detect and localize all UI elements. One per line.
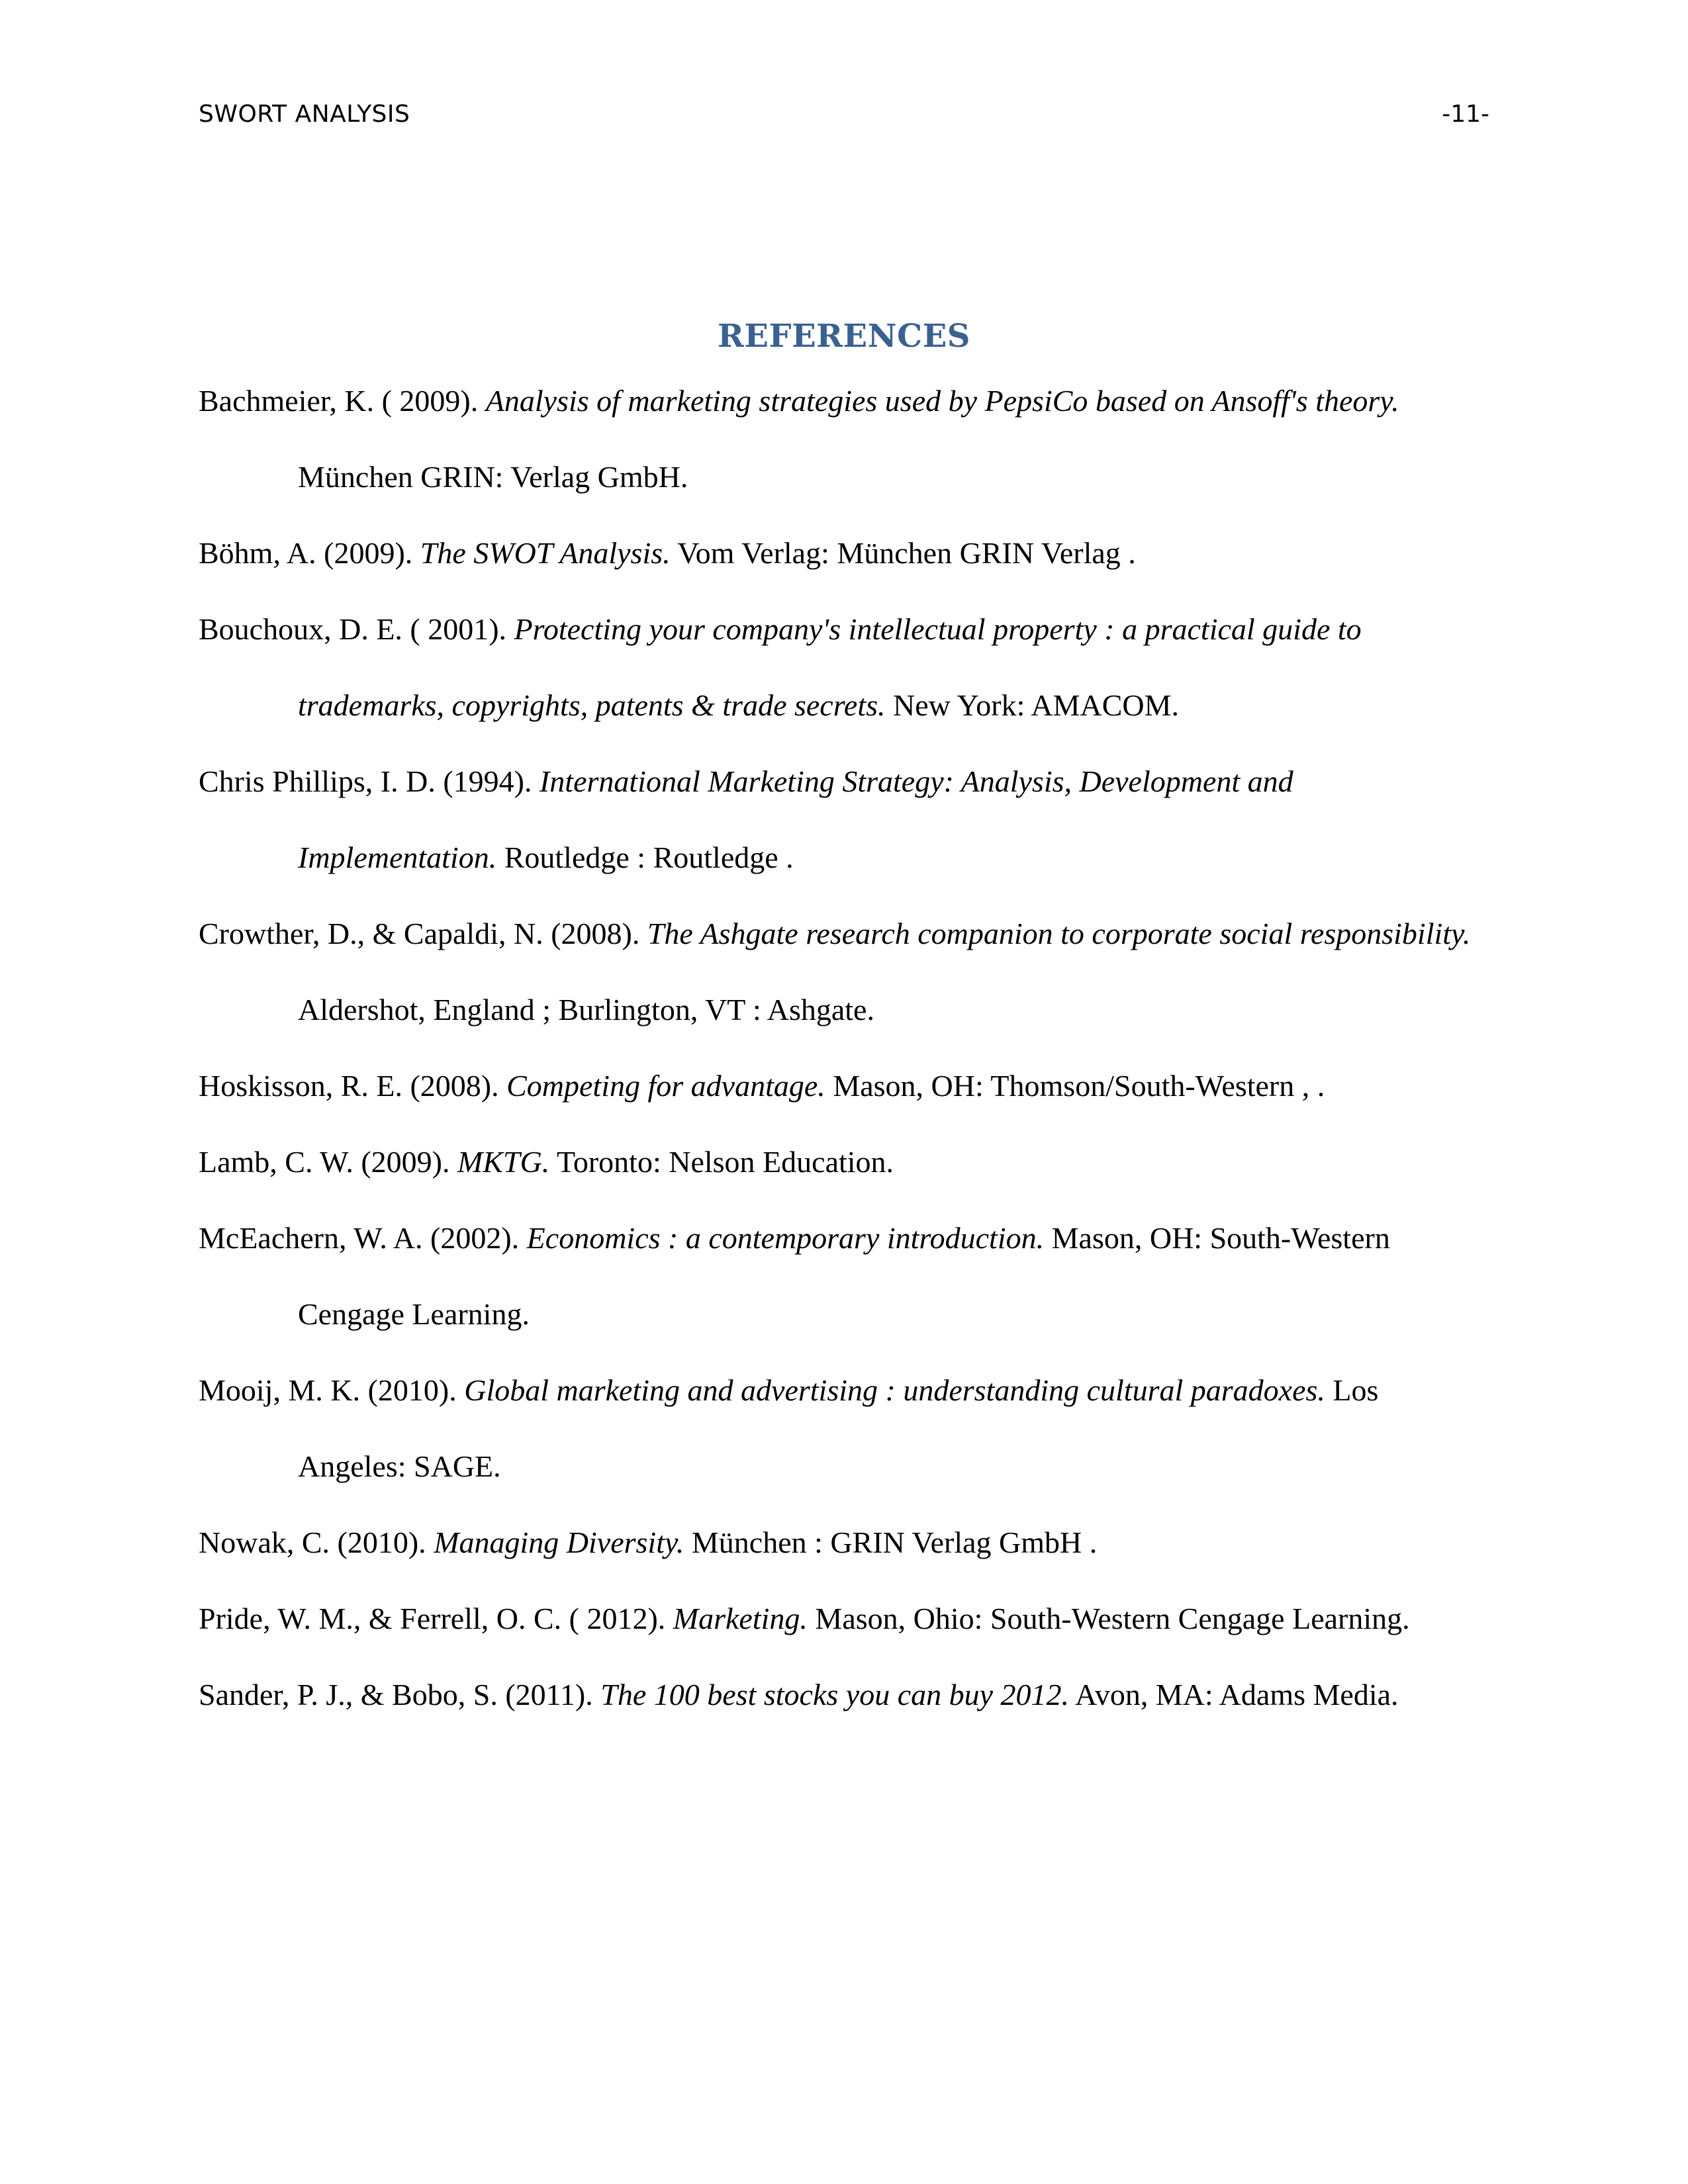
reference-title: Competing for advantage.: [506, 1069, 825, 1103]
reference-authors: McEachern, W. A. (2002).: [199, 1221, 527, 1255]
reference-entry: [199, 515, 1489, 591]
reference-authors: Crowther, D., & Capaldi, N. (2008).: [199, 917, 647, 950]
reference-entry: [199, 743, 1489, 895]
reference-publisher: Mason, Ohio: South-Western Cengage Learning.: [807, 1602, 1410, 1635]
reference-authors: Böhm, A. (2009).: [199, 536, 420, 570]
reference-authors: Sander, P. J., & Bobo, S. (2011).: [199, 1678, 601, 1711]
reference-entry: [199, 1200, 1489, 1352]
reference-authors: Lamb, C. W. (2009).: [199, 1145, 457, 1179]
reference-publisher: Los Angeles: SAGE.: [298, 1373, 1379, 1483]
reference-title: The 100 best stocks you can buy 2012.: [600, 1678, 1070, 1711]
reference-title: Global marketing and advertising : understanding cultural paradoxes.: [464, 1373, 1325, 1407]
reference-entry: [199, 591, 1489, 743]
reference-title: International Marketing Strategy: Analysis, Development and Implementation.: [298, 764, 1293, 874]
reference-publisher: Mason, OH: South-Western Cengage Learning.: [298, 1221, 1390, 1331]
reference-publisher: München GRIN: Verlag GmbH.: [298, 460, 688, 494]
reference-entry: [199, 1504, 1489, 1580]
reference-publisher: Toronto: Nelson Education.: [549, 1145, 894, 1179]
reference-publisher: Avon, MA: Adams Media.: [1069, 1678, 1399, 1711]
reference-list: [199, 363, 1489, 1733]
references-heading: REFERENCES: [718, 318, 970, 355]
reference-publisher: Mason, OH: Thomson/South-Western , .: [825, 1069, 1325, 1103]
reference-authors: Bouchoux, D. E. ( 2001).: [199, 612, 514, 646]
reference-authors: Nowak, C. (2010).: [199, 1525, 434, 1559]
reference-title: The Ashgate research companion to corporate social responsibility.: [647, 917, 1471, 950]
reference-publisher: Routledge : Routledge .: [496, 841, 794, 874]
reference-publisher: München : GRIN Verlag GmbH .: [684, 1525, 1098, 1559]
reference-authors: Chris Phillips, I. D. (1994).: [199, 764, 539, 798]
reference-authors: Hoskisson, R. E. (2008).: [199, 1069, 507, 1103]
reference-authors: Mooij, M. K. (2010).: [199, 1373, 465, 1407]
reference-title: Analysis of marketing strategies used by PepsiCo based on Ansoff's theory.: [485, 384, 1399, 418]
reference-title: The SWOT Analysis.: [420, 536, 671, 570]
reference-entry: [199, 1352, 1489, 1504]
reference-entry: [199, 363, 1489, 515]
reference-entry: [199, 1048, 1489, 1124]
reference-entry: [199, 1124, 1489, 1200]
reference-title: Marketing.: [673, 1602, 808, 1635]
reference-title: Economics : a contemporary introduction.: [526, 1221, 1045, 1255]
reference-publisher: Vom Verlag: München GRIN Verlag .: [670, 536, 1136, 570]
reference-publisher: New York: AMACOM.: [885, 688, 1179, 722]
reference-title: MKTG.: [457, 1145, 550, 1179]
reference-entry: [199, 895, 1489, 1048]
running-head: SWORT ANALYSIS: [199, 101, 410, 128]
reference-authors: Pride, W. M., & Ferrell, O. C. ( 2012).: [199, 1602, 673, 1635]
reference-entry: [199, 1580, 1489, 1657]
reference-title: Protecting your company's intellectual property : a practical guide to trademarks, copyrights, patents & trade secrets.: [298, 612, 1362, 722]
reference-publisher: Aldershot, England ; Burlington, VT : Ashgate.: [298, 993, 874, 1026]
reference-authors: Bachmeier, K. ( 2009).: [199, 384, 486, 418]
reference-entry: [199, 1657, 1489, 1733]
page-number: -11-: [1442, 101, 1489, 128]
reference-title: Managing Diversity.: [434, 1525, 684, 1559]
